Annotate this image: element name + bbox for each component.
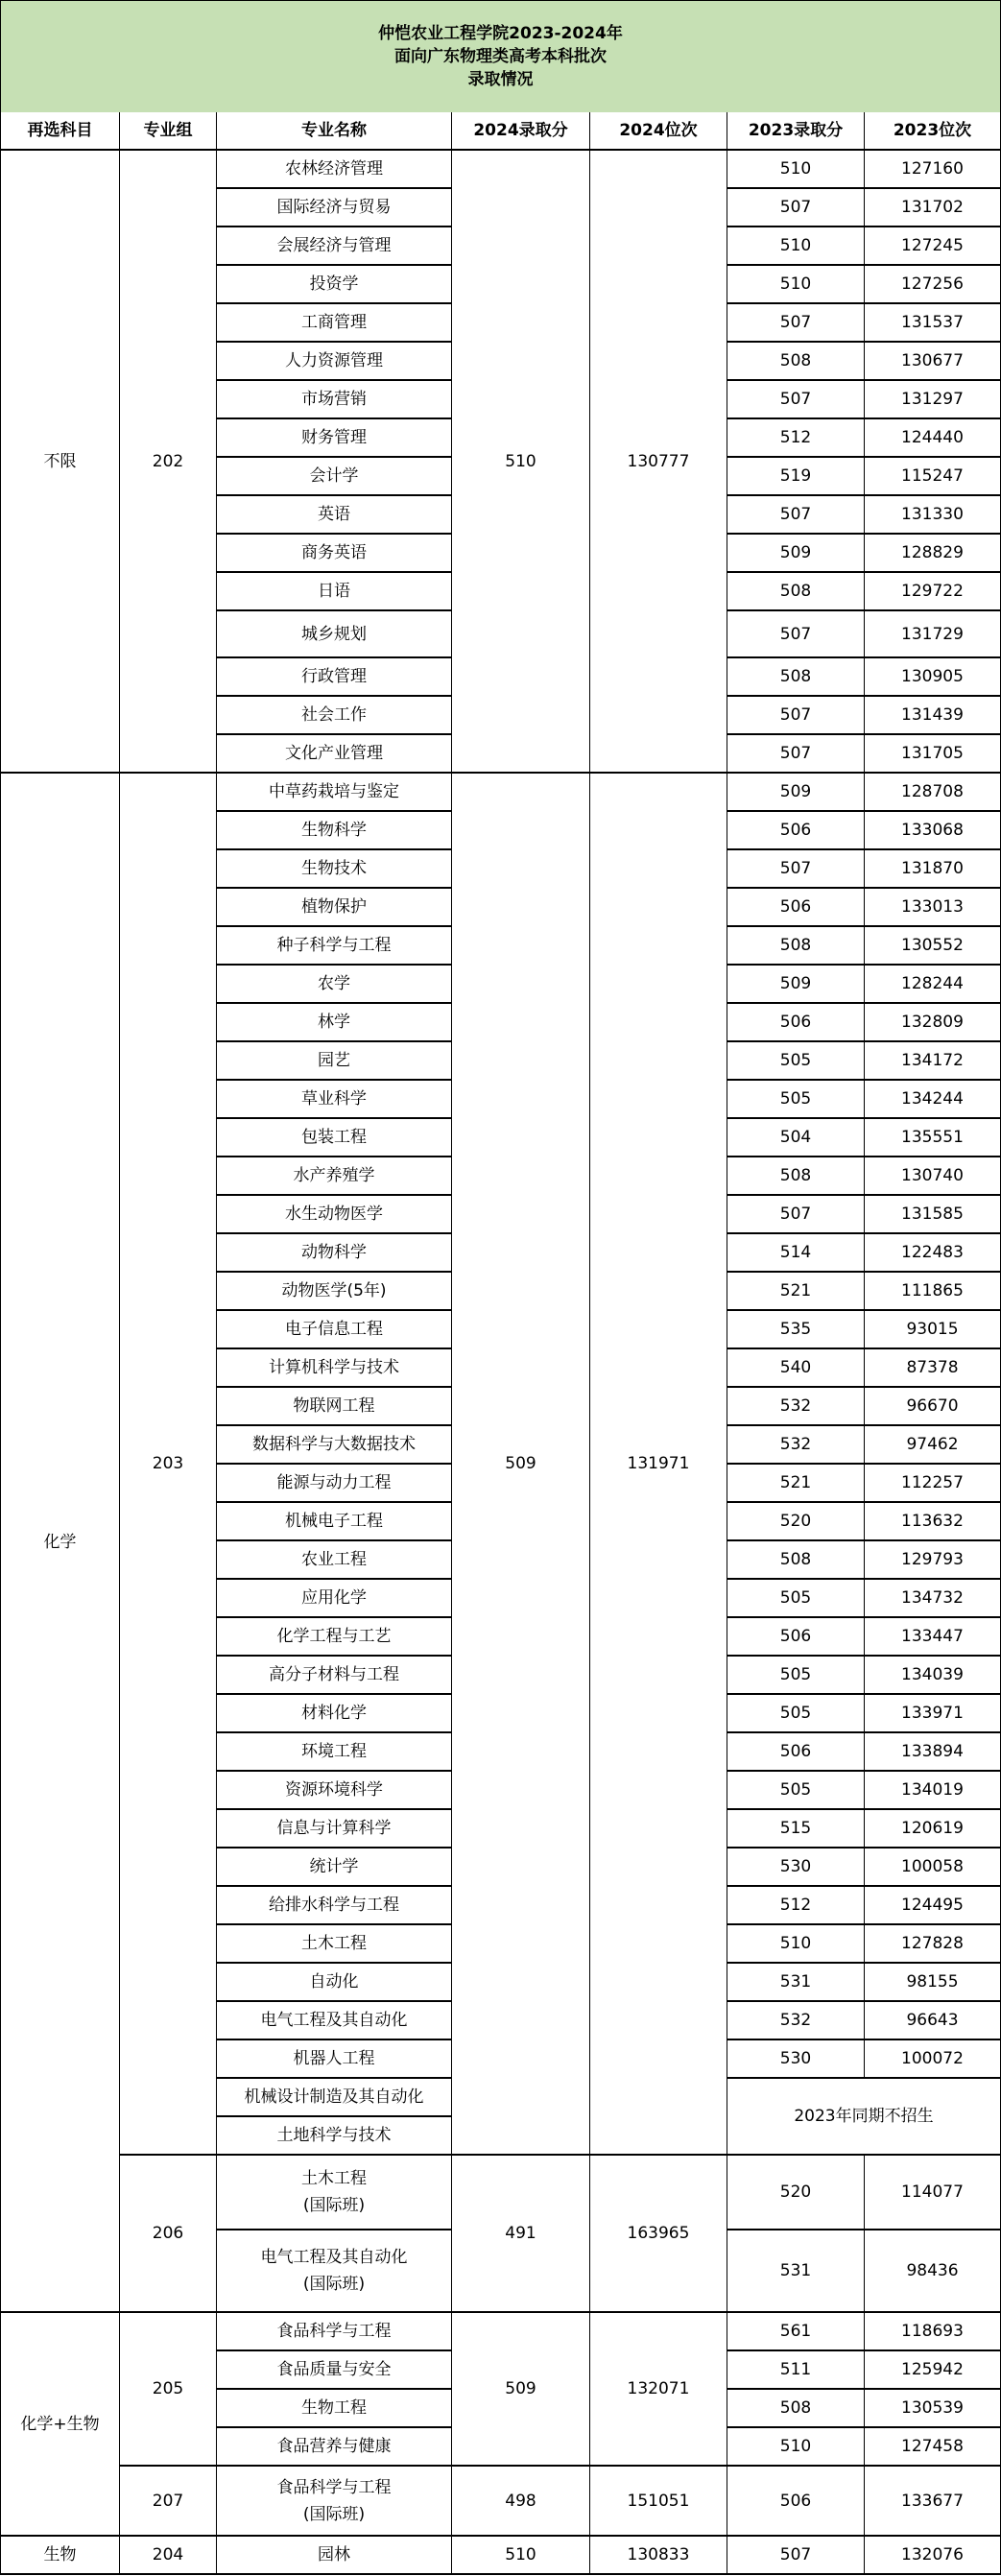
table-title <box>0 0 1001 114</box>
major-name-cell: 文化产业管理 <box>217 735 452 774</box>
score-2023-cell: 505 <box>727 1657 865 1695</box>
score-2023-cell: 520 <box>727 2156 865 2230</box>
rank-2023-cell: 96670 <box>865 1388 1001 1426</box>
score-2023-cell: 540 <box>727 1349 865 1388</box>
major-name-cell: 市场营销 <box>217 381 452 419</box>
score-2023-cell: 521 <box>727 1465 865 1503</box>
score-2024-cell: 498 <box>452 2467 590 2537</box>
subject-cell: 不限 <box>0 151 120 774</box>
score-2023-cell: 510 <box>727 1925 865 1964</box>
major-name-cell: 城乡规划 <box>217 611 452 658</box>
major-name-cell: 电子信息工程 <box>217 1311 452 1349</box>
major-name-suffix: (国际班) <box>302 2504 366 2524</box>
col-header-score-2023: 2023录取分 <box>727 112 865 151</box>
major-name-cell: 财务管理 <box>217 419 452 458</box>
score-2023-cell: 530 <box>727 1849 865 1887</box>
rank-2023-cell: 122483 <box>865 1234 1001 1273</box>
subject-cell: 化学 <box>0 774 120 2313</box>
major-name-cell: 植物保护 <box>217 889 452 927</box>
major-name-cell: 能源与动力工程 <box>217 1465 452 1503</box>
col-header-major: 专业名称 <box>217 112 452 151</box>
rank-2023-cell: 98155 <box>865 1964 1001 2002</box>
major-name-cell: 水产养殖学 <box>217 1157 452 1196</box>
major-name-cell: 信息与计算科学 <box>217 1810 452 1849</box>
major-name-cell: 给排水科学与工程 <box>217 1887 452 1925</box>
title-line-2: 面向广东物理类高考本科批次 <box>394 47 607 66</box>
score-2023-cell: 507 <box>727 496 865 535</box>
rank-2023-cell: 132076 <box>865 2537 1001 2575</box>
rank-2023-cell: 129793 <box>865 1541 1001 1580</box>
score-2023-cell: 506 <box>727 812 865 850</box>
major-name-cell: 人力资源管理 <box>217 343 452 381</box>
no-enrollment-note: 2023年同期不招生 <box>727 2079 1001 2156</box>
major-name-cell: 食品科学与工程 <box>217 2313 452 2351</box>
score-2023-cell: 507 <box>727 2537 865 2575</box>
rank-2023-cell: 130677 <box>865 343 1001 381</box>
col-header-group: 专业组 <box>120 112 217 151</box>
major-name-cell: 材料化学 <box>217 1695 452 1733</box>
group-code-cell: 203 <box>120 774 217 2156</box>
rank-2023-cell: 111865 <box>865 1273 1001 1311</box>
rank-2023-cell: 134244 <box>865 1081 1001 1119</box>
major-name-suffix: (国际班) <box>302 2196 366 2215</box>
score-2023-cell: 532 <box>727 2002 865 2040</box>
major-name-cell: 行政管理 <box>217 658 452 697</box>
rank-2023-cell: 127160 <box>865 151 1001 189</box>
rank-2023-cell: 130905 <box>865 658 1001 697</box>
score-2023-cell: 509 <box>727 966 865 1004</box>
major-name-cell: 农学 <box>217 966 452 1004</box>
major-name-cell: 化学工程与工艺 <box>217 1618 452 1657</box>
score-2023-cell: 505 <box>727 1042 865 1081</box>
rank-2024-cell: 130777 <box>590 151 727 774</box>
rank-2023-cell: 131439 <box>865 697 1001 735</box>
score-2023-cell: 507 <box>727 381 865 419</box>
score-2023-cell: 506 <box>727 1733 865 1772</box>
group-code-cell: 205 <box>120 2313 217 2467</box>
rank-2023-cell: 135551 <box>865 1119 1001 1157</box>
rank-2024-cell: 130833 <box>590 2537 727 2575</box>
major-name-suffix: (国际班) <box>302 2275 366 2294</box>
rank-2023-cell: 134019 <box>865 1772 1001 1810</box>
rank-2023-cell: 127245 <box>865 227 1001 266</box>
subject-cell: 生物 <box>0 2537 120 2575</box>
rank-2023-cell: 112257 <box>865 1465 1001 1503</box>
major-name-cell: 包装工程 <box>217 1119 452 1157</box>
major-name-cell: 环境工程 <box>217 1733 452 1772</box>
rank-2023-cell: 125942 <box>865 2351 1001 2390</box>
rank-2023-cell: 120619 <box>865 1810 1001 1849</box>
score-2023-cell: 512 <box>727 1887 865 1925</box>
group-code-cell: 206 <box>120 2156 217 2313</box>
score-2023-cell: 507 <box>727 735 865 774</box>
score-2023-cell: 506 <box>727 889 865 927</box>
score-2024-cell: 509 <box>452 2313 590 2467</box>
major-name-cell: 中草药栽培与鉴定 <box>217 774 452 812</box>
rank-2023-cell: 118693 <box>865 2313 1001 2351</box>
rank-2023-cell: 113632 <box>865 1503 1001 1541</box>
major-name-cell: 食品质量与安全 <box>217 2351 452 2390</box>
score-2023-cell: 509 <box>727 774 865 812</box>
major-name-cell: 动物医学(5年) <box>217 1273 452 1311</box>
score-2023-cell: 507 <box>727 189 865 227</box>
score-2023-cell: 532 <box>727 1388 865 1426</box>
major-name-cell <box>217 2156 452 2230</box>
rank-2023-cell: 128708 <box>865 774 1001 812</box>
score-2023-cell: 507 <box>727 304 865 343</box>
rank-2023-cell: 131297 <box>865 381 1001 419</box>
major-name-cell: 机械电子工程 <box>217 1503 452 1541</box>
rank-2023-cell: 93015 <box>865 1311 1001 1349</box>
subject-cell: 化学+生物 <box>0 2313 120 2537</box>
major-name-cell: 农业工程 <box>217 1541 452 1580</box>
rank-2023-cell: 130552 <box>865 927 1001 966</box>
rank-2023-cell: 132809 <box>865 1004 1001 1042</box>
major-name-cell: 会展经济与管理 <box>217 227 452 266</box>
score-2023-cell: 530 <box>727 2040 865 2079</box>
rank-2023-cell: 97462 <box>865 1426 1001 1465</box>
score-2023-cell: 505 <box>727 1772 865 1810</box>
major-name-cell: 农林经济管理 <box>217 151 452 189</box>
major-name-cell: 物联网工程 <box>217 1388 452 1426</box>
major-name-cell: 数据科学与大数据技术 <box>217 1426 452 1465</box>
rank-2023-cell: 131702 <box>865 189 1001 227</box>
col-header-rank-2024: 2024位次 <box>590 112 727 151</box>
score-2024-cell: 491 <box>452 2156 590 2313</box>
score-2023-cell: 511 <box>727 2351 865 2390</box>
rank-2023-cell: 98436 <box>865 2230 1001 2313</box>
rank-2023-cell: 134039 <box>865 1657 1001 1695</box>
score-2023-cell: 507 <box>727 850 865 889</box>
major-name: 食品科学与工程 <box>276 2477 392 2497</box>
rank-2023-cell: 130539 <box>865 2390 1001 2428</box>
rank-2023-cell: 115247 <box>865 458 1001 496</box>
rank-2023-cell: 133971 <box>865 1695 1001 1733</box>
rank-2023-cell: 133447 <box>865 1618 1001 1657</box>
col-header-rank-2023: 2023位次 <box>865 112 1001 151</box>
score-2023-cell: 508 <box>727 573 865 611</box>
rank-2023-cell: 124495 <box>865 1887 1001 1925</box>
major-name-cell: 生物工程 <box>217 2390 452 2428</box>
major-name-cell: 机械设计制造及其自动化 <box>217 2079 452 2117</box>
rank-2023-cell: 131705 <box>865 735 1001 774</box>
major-name-cell: 园艺 <box>217 1042 452 1081</box>
rank-2023-cell: 131537 <box>865 304 1001 343</box>
score-2023-cell: 561 <box>727 2313 865 2351</box>
rank-2024-cell: 131971 <box>590 774 727 2156</box>
rank-2023-cell: 133894 <box>865 1733 1001 1772</box>
score-2023-cell: 512 <box>727 419 865 458</box>
rank-2023-cell: 87378 <box>865 1349 1001 1388</box>
major-name-cell: 生物科学 <box>217 812 452 850</box>
major-name-cell: 草业科学 <box>217 1081 452 1119</box>
title-line-1: 仲恺农业工程学院2023-2024年 <box>378 24 623 43</box>
score-2023-cell: 532 <box>727 1426 865 1465</box>
score-2023-cell: 510 <box>727 2428 865 2467</box>
major-name-cell <box>217 2467 452 2537</box>
score-2023-cell: 508 <box>727 1541 865 1580</box>
rank-2023-cell: 127458 <box>865 2428 1001 2467</box>
score-2023-cell: 515 <box>727 1810 865 1849</box>
major-name-cell: 土木工程 <box>217 1925 452 1964</box>
major-name-cell: 水生动物医学 <box>217 1196 452 1234</box>
major-name-cell: 社会工作 <box>217 697 452 735</box>
rank-2023-cell: 129722 <box>865 573 1001 611</box>
major-name-cell: 电气工程及其自动化 <box>217 2002 452 2040</box>
score-2023-cell: 510 <box>727 151 865 189</box>
score-2023-cell: 514 <box>727 1234 865 1273</box>
rank-2024-cell: 132071 <box>590 2313 727 2467</box>
rank-2023-cell: 133068 <box>865 812 1001 850</box>
score-2023-cell: 507 <box>727 697 865 735</box>
major-name-cell: 商务英语 <box>217 535 452 573</box>
rank-2023-cell: 100058 <box>865 1849 1001 1887</box>
rank-2023-cell: 128829 <box>865 535 1001 573</box>
rank-2023-cell: 131330 <box>865 496 1001 535</box>
score-2023-cell: 508 <box>727 658 865 697</box>
major-name-cell: 统计学 <box>217 1849 452 1887</box>
rank-2023-cell: 127256 <box>865 266 1001 304</box>
major-name-cell: 园林 <box>217 2537 452 2575</box>
rank-2023-cell: 128244 <box>865 966 1001 1004</box>
score-2023-cell: 508 <box>727 343 865 381</box>
major-name-cell: 应用化学 <box>217 1580 452 1618</box>
score-2023-cell: 531 <box>727 1964 865 2002</box>
rank-2023-cell: 114077 <box>865 2156 1001 2230</box>
rank-2024-cell: 151051 <box>590 2467 727 2537</box>
rank-2023-cell: 134732 <box>865 1580 1001 1618</box>
score-2023-cell: 510 <box>727 227 865 266</box>
major-name-cell: 日语 <box>217 573 452 611</box>
major-name-cell: 计算机科学与技术 <box>217 1349 452 1388</box>
score-2023-cell: 509 <box>727 535 865 573</box>
major-name-cell: 英语 <box>217 496 452 535</box>
major-name-cell: 动物科学 <box>217 1234 452 1273</box>
score-2024-cell: 509 <box>452 774 590 2156</box>
score-2023-cell: 505 <box>727 1580 865 1618</box>
major-name-cell: 投资学 <box>217 266 452 304</box>
score-2023-cell: 504 <box>727 1119 865 1157</box>
major-name-cell: 国际经济与贸易 <box>217 189 452 227</box>
score-2023-cell: 520 <box>727 1503 865 1541</box>
major-name-cell: 自动化 <box>217 1964 452 2002</box>
major-name: 电气工程及其自动化 <box>260 2248 408 2267</box>
score-2023-cell: 506 <box>727 2467 865 2537</box>
score-2023-cell: 531 <box>727 2230 865 2313</box>
major-name-cell: 林学 <box>217 1004 452 1042</box>
score-2023-cell: 508 <box>727 1157 865 1196</box>
score-2023-cell: 519 <box>727 458 865 496</box>
major-name-cell: 种子科学与工程 <box>217 927 452 966</box>
major-name-cell: 生物技术 <box>217 850 452 889</box>
rank-2023-cell: 124440 <box>865 419 1001 458</box>
score-2023-cell: 507 <box>727 1196 865 1234</box>
major-name: 土木工程 <box>301 2169 367 2188</box>
group-code-cell: 207 <box>120 2467 217 2537</box>
score-2023-cell: 506 <box>727 1618 865 1657</box>
score-2023-cell: 521 <box>727 1273 865 1311</box>
major-name-cell <box>217 2230 452 2313</box>
rank-2023-cell: 131870 <box>865 850 1001 889</box>
rank-2023-cell: 100072 <box>865 2040 1001 2079</box>
rank-2023-cell: 127828 <box>865 1925 1001 1964</box>
score-2024-cell: 510 <box>452 151 590 774</box>
rank-2023-cell: 131729 <box>865 611 1001 658</box>
score-2024-cell: 510 <box>452 2537 590 2575</box>
group-code-cell: 202 <box>120 151 217 774</box>
rank-2023-cell: 134172 <box>865 1042 1001 1081</box>
major-name-cell: 机器人工程 <box>217 2040 452 2079</box>
rank-2023-cell: 96643 <box>865 2002 1001 2040</box>
rank-2024-cell: 163965 <box>590 2156 727 2313</box>
score-2023-cell: 508 <box>727 927 865 966</box>
major-name-cell: 资源环境科学 <box>217 1772 452 1810</box>
score-2023-cell: 535 <box>727 1311 865 1349</box>
score-2023-cell: 505 <box>727 1081 865 1119</box>
major-name-cell: 工商管理 <box>217 304 452 343</box>
rank-2023-cell: 133677 <box>865 2467 1001 2537</box>
major-name-cell: 会计学 <box>217 458 452 496</box>
col-header-score-2024: 2024录取分 <box>452 112 590 151</box>
rank-2023-cell: 130740 <box>865 1157 1001 1196</box>
rank-2023-cell: 133013 <box>865 889 1001 927</box>
score-2023-cell: 505 <box>727 1695 865 1733</box>
col-header-subject: 再选科目 <box>0 112 120 151</box>
major-name-cell: 食品营养与健康 <box>217 2428 452 2467</box>
major-name-cell: 土地科学与技术 <box>217 2117 452 2156</box>
group-code-cell: 204 <box>120 2537 217 2575</box>
major-name-cell: 高分子材料与工程 <box>217 1657 452 1695</box>
rank-2023-cell: 131585 <box>865 1196 1001 1234</box>
title-line-3: 录取情况 <box>467 70 534 89</box>
score-2023-cell: 507 <box>727 611 865 658</box>
score-2023-cell: 506 <box>727 1004 865 1042</box>
score-2023-cell: 508 <box>727 2390 865 2428</box>
score-2023-cell: 510 <box>727 266 865 304</box>
